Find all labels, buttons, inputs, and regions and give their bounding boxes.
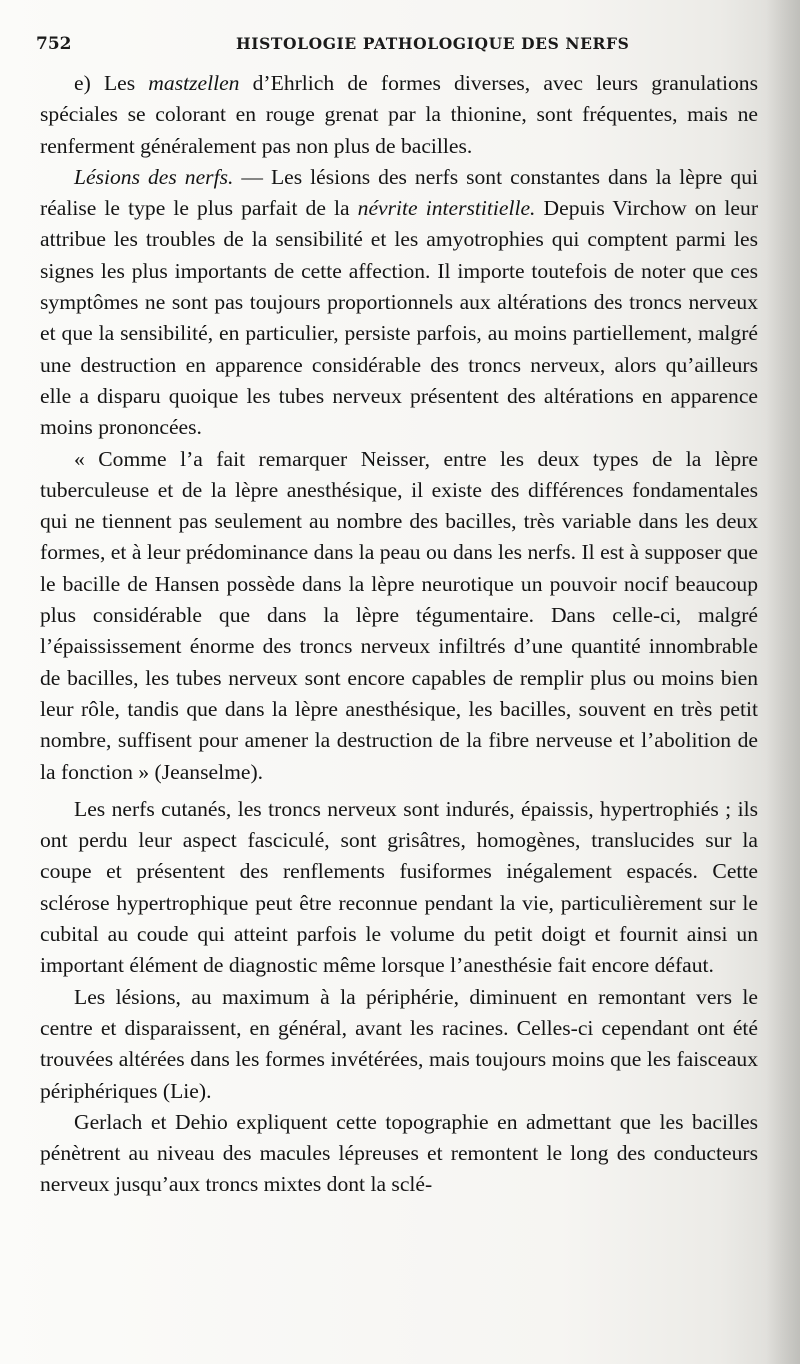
text-run: d’Ehrlich de formes diverses, avec leurs granulations spéciales se colorant en rouge grenat par la thionine, sont fréquentes, mais ne renferment généralement pas non plus de bacilles.	[40, 71, 758, 158]
text-run: Les lésions, au maximum à la périphérie, diminuent en remontant vers le centre et disparaissent, en général, avant les racines. Celles-ci cependant ont été trouvées altérées dans les formes invétérées, mais toujours moins que les faisceaux périphériques (Lie).	[40, 984, 758, 1103]
paragraph	[40, 982, 758, 1107]
paragraph	[40, 68, 758, 162]
text-run: e) Les	[74, 71, 149, 95]
italic-term: névrite interstitielle.	[357, 196, 536, 221]
page-edge-shadow	[766, 0, 800, 1364]
text-run: Gerlach et Dehio expliquent cette topographie en admettant que les bacilles pénètrent au niveau des macules lépreuses et remontent le long des conducteurs nerveux jusqu’aux troncs mixtes dont la sclé-	[40, 1109, 758, 1197]
text-run: « Comme l’a fait remarquer Neisser, entre les deux types de la lèpre tuberculeuse et de la lèpre anesthésique, il existe des différences fondamentales qui ne tiennent pas seulement au nombre des bacilles, très variable dans les deux formes, et à leur prédominance dans la peau ou dans les nerfs. Il est à supposer que le bacille de Hansen possède dans la lèpre neurotique un pouvoir nocif beaucoup plus considérable que dans la lèpre tégumentaire. Dans celle-ci, malgré l’épaississement énorme des troncs nerveux infiltrés d’une quantité innombrable de bacilles, les tubes nerveux sont encore capables de remplir plus ou moins bien leur rôle, tandis que dans la lèpre anesthésique, les bacilles, souvent en très petit nombre, suffisent pour amener la destruction de la fibre nerveuse et l’abolition de la fonction » (Jeanselme).	[40, 446, 758, 784]
running-title: HISTOLOGIE PATHOLOGIQUE DES NERFS	[236, 34, 630, 53]
text-run: Depuis Virchow on leur attribue les troubles de la sensibilité et les amyotrophies qui comptent parmi les signes les plus importants de cette affection. Il importe toutefois de noter que ces symptômes ne sont pas toujours proportionnels aux altérations des troncs nerveux et que la sensibilité, en particulier, persiste parfois, au moins partiellement, malgré une destruction en apparence considérable des troncs nerveux, alors qu’ailleurs elle a disparu quoique les tubes nerveux présentent des altérations en apparence moins prononcées.	[40, 196, 759, 440]
paragraph	[40, 794, 758, 982]
page-number: 752	[36, 34, 72, 54]
paragraph	[40, 444, 758, 788]
text-run: Les nerfs cutanés, les troncs nerveux sont indurés, épaissis, hypertrophiés ; ils ont perdu leur aspect fasciculé, sont grisâtres, homogènes, translucides sur la coupe et présentent des renflements fusiformes inégalement espacés. Cette sclérose hypertrophique peut être reconnue pendant la vie, particulièrement sur le cubital au coude qui atteint parfois le volume du petit doigt et fournit ainsi un important élément de diagnostic même lorsque l’anesthésie fait encore défaut.	[40, 796, 758, 978]
body-text	[40, 68, 758, 1201]
italic-term: mastzellen	[148, 71, 240, 95]
paragraph	[40, 1107, 758, 1201]
paragraph	[40, 162, 758, 444]
running-header	[36, 30, 756, 60]
text-run: — Les lésions des nerfs sont constantes dans la lèpre qui réalise le type le plus parfait de la	[40, 164, 758, 221]
section-heading-inline: Lésions des nerfs.	[74, 164, 234, 189]
